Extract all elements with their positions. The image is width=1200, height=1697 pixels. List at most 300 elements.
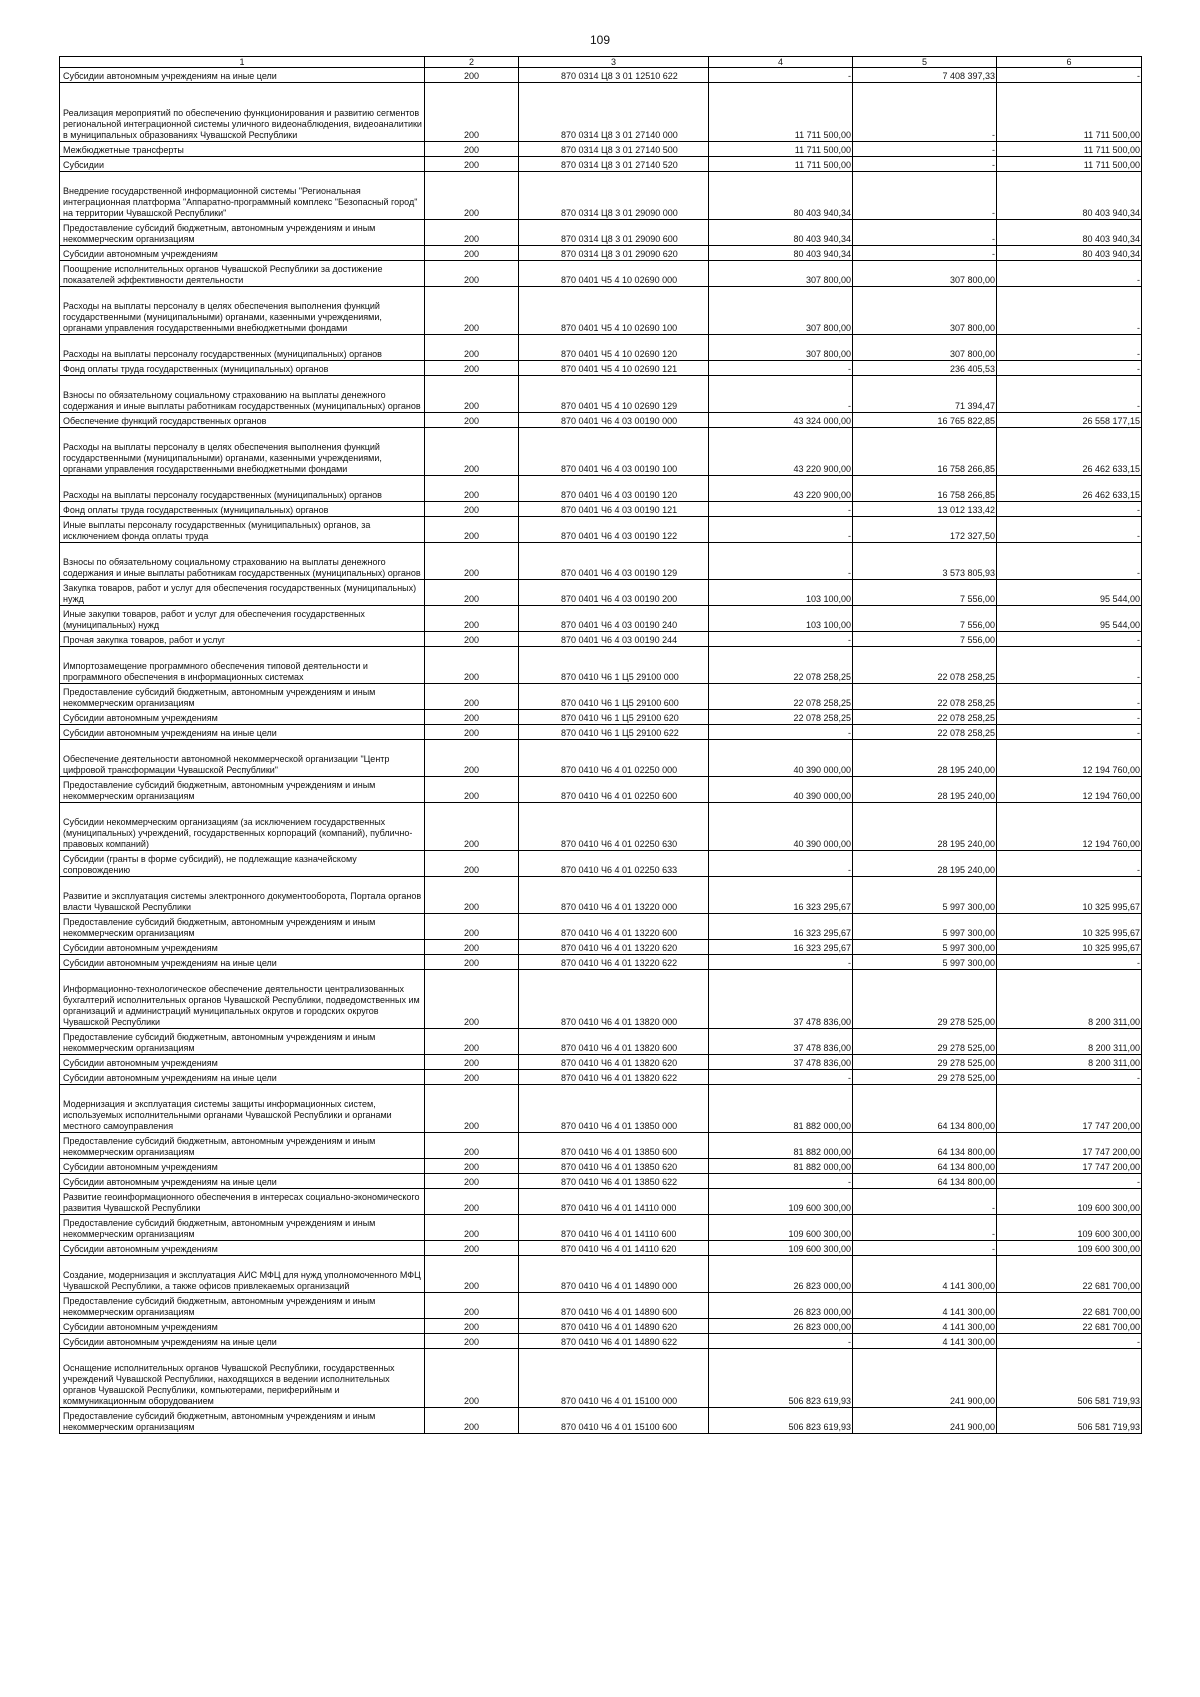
cell-admin-code: 200 [425, 580, 519, 606]
table-row [60, 361, 1142, 376]
cell-amount-col5: 5 997 300,00 [853, 940, 997, 955]
cell-name: Расходы на выплаты персоналу в целях обеспечения выполнения функций государственными (муниципальными) органами, казенными учреждениями, органами управления государственными внебюджетными фондами [60, 287, 425, 335]
cell-amount-col6: - [997, 725, 1142, 740]
cell-admin-code: 200 [425, 684, 519, 710]
column-header: 5 [853, 57, 997, 68]
cell-name: Расходы на выплаты персоналу в целях обеспечения выполнения функций государственными (муниципальными) органами, казенными учреждениями, органами управления государственными внебюджетными фондами [60, 428, 425, 476]
cell-classification-code: 870 0410 Ч6 4 01 14110 000 [519, 1189, 709, 1215]
table-row [60, 1241, 1142, 1256]
table-row [60, 606, 1142, 632]
cell-classification-code: 870 0410 Ч6 4 01 13820 622 [519, 1070, 709, 1085]
cell-amount-col6: 506 581 719,93 [997, 1408, 1142, 1434]
cell-amount-col5: - [853, 1241, 997, 1256]
cell-classification-code: 870 0401 Ч5 4 10 02690 000 [519, 261, 709, 287]
cell-admin-code: 200 [425, 647, 519, 684]
cell-admin-code: 200 [425, 83, 519, 142]
cell-amount-col5: 22 078 258,25 [853, 725, 997, 740]
cell-amount-col4: 81 882 000,00 [709, 1159, 853, 1174]
cell-amount-col4: 43 220 900,00 [709, 476, 853, 502]
cell-classification-code: 870 0410 Ч6 4 01 13850 620 [519, 1159, 709, 1174]
cell-amount-col6: - [997, 68, 1142, 83]
cell-amount-col4: 80 403 940,34 [709, 220, 853, 246]
cell-amount-col6: 22 681 700,00 [997, 1293, 1142, 1319]
cell-classification-code: 870 0410 Ч6 4 01 02250 633 [519, 851, 709, 877]
cell-amount-col6: - [997, 287, 1142, 335]
cell-amount-col5: 16 758 266,85 [853, 476, 997, 502]
cell-amount-col6: - [997, 684, 1142, 710]
cell-name: Предоставление субсидий бюджетным, автономным учреждениям и иным некоммерческим организациям [60, 220, 425, 246]
cell-amount-col5: 64 134 800,00 [853, 1159, 997, 1174]
cell-amount-col5: - [853, 1189, 997, 1215]
cell-amount-col4: 16 323 295,67 [709, 914, 853, 940]
cell-amount-col6: - [997, 361, 1142, 376]
cell-classification-code: 870 0410 Ч6 4 01 13220 620 [519, 940, 709, 955]
cell-classification-code: 870 0410 Ч6 4 01 15100 000 [519, 1349, 709, 1408]
cell-name: Субсидии автономным учреждениям на иные цели [60, 1070, 425, 1085]
cell-amount-col5: 307 800,00 [853, 287, 997, 335]
cell-amount-col5: 16 758 266,85 [853, 428, 997, 476]
budget-table [59, 56, 1142, 1434]
cell-admin-code: 200 [425, 335, 519, 361]
cell-amount-col6: - [997, 851, 1142, 877]
cell-amount-col4: 81 882 000,00 [709, 1133, 853, 1159]
cell-admin-code: 200 [425, 632, 519, 647]
cell-name: Субсидии автономным учреждениям [60, 940, 425, 955]
cell-amount-col6: 26 558 177,15 [997, 413, 1142, 428]
cell-classification-code: 870 0410 Ч6 1 Ц5 29100 600 [519, 684, 709, 710]
cell-classification-code: 870 0410 Ч6 1 Ц5 29100 622 [519, 725, 709, 740]
cell-admin-code: 200 [425, 287, 519, 335]
cell-amount-col6: 17 747 200,00 [997, 1159, 1142, 1174]
cell-amount-col4: 506 823 619,93 [709, 1349, 853, 1408]
table-row [60, 632, 1142, 647]
table-row [60, 851, 1142, 877]
table-row [60, 1334, 1142, 1349]
cell-amount-col5: 22 078 258,25 [853, 684, 997, 710]
cell-admin-code: 200 [425, 1055, 519, 1070]
cell-amount-col6: 80 403 940,34 [997, 246, 1142, 261]
cell-admin-code: 200 [425, 1215, 519, 1241]
cell-admin-code: 200 [425, 1133, 519, 1159]
cell-name: Субсидии автономным учреждениям [60, 710, 425, 725]
cell-amount-col4: 307 800,00 [709, 287, 853, 335]
cell-name: Обеспечение деятельности автономной некоммерческой организации "Центр цифровой трансформации Чувашской Республики" [60, 740, 425, 777]
cell-name: Субсидии автономным учреждениям на иные цели [60, 1334, 425, 1349]
cell-amount-col6: 11 711 500,00 [997, 157, 1142, 172]
cell-classification-code: 870 0314 Ц8 3 01 27140 000 [519, 83, 709, 142]
cell-admin-code: 200 [425, 940, 519, 955]
table-row [60, 157, 1142, 172]
cell-amount-col4: 11 711 500,00 [709, 157, 853, 172]
cell-amount-col4: 37 478 836,00 [709, 1055, 853, 1070]
cell-name: Оснащение исполнительных органов Чувашской Республики, государственных учреждений Чувашской Республики, находящихся в ведении исполнительных органов Чувашской Республики, компьютерами, периферийным и коммуникационным оборудованием [60, 1349, 425, 1408]
cell-admin-code: 200 [425, 413, 519, 428]
cell-amount-col4: 307 800,00 [709, 261, 853, 287]
cell-classification-code: 870 0401 Ч6 4 03 00190 000 [519, 413, 709, 428]
cell-classification-code: 870 0401 Ч6 4 03 00190 240 [519, 606, 709, 632]
cell-amount-col6: 17 747 200,00 [997, 1085, 1142, 1133]
cell-classification-code: 870 0401 Ч5 4 10 02690 120 [519, 335, 709, 361]
cell-amount-col6: 109 600 300,00 [997, 1215, 1142, 1241]
cell-amount-col6: 11 711 500,00 [997, 142, 1142, 157]
header-row [60, 57, 1142, 68]
cell-name: Предоставление субсидий бюджетным, автономным учреждениям и иным некоммерческим организациям [60, 1133, 425, 1159]
cell-amount-col5: - [853, 220, 997, 246]
cell-classification-code: 870 0314 Ц8 3 01 27140 500 [519, 142, 709, 157]
cell-amount-col6: 26 462 633,15 [997, 476, 1142, 502]
cell-amount-col4: 103 100,00 [709, 606, 853, 632]
table-row [60, 1174, 1142, 1189]
cell-amount-col5: 172 327,50 [853, 517, 997, 543]
cell-classification-code: 870 0401 Ч6 4 03 00190 200 [519, 580, 709, 606]
cell-name: Фонд оплаты труда государственных (муниципальных) органов [60, 502, 425, 517]
cell-amount-col6: 10 325 995,67 [997, 940, 1142, 955]
cell-admin-code: 200 [425, 1174, 519, 1189]
cell-amount-col4: 37 478 836,00 [709, 970, 853, 1029]
cell-classification-code: 870 0410 Ч6 4 01 13850 000 [519, 1085, 709, 1133]
column-header: 1 [60, 57, 425, 68]
table-row [60, 1055, 1142, 1070]
cell-amount-col5: 7 556,00 [853, 632, 997, 647]
table-row [60, 970, 1142, 1029]
cell-amount-col5: 5 997 300,00 [853, 877, 997, 914]
cell-amount-col4: 43 220 900,00 [709, 428, 853, 476]
cell-admin-code: 200 [425, 1408, 519, 1434]
cell-name: Расходы на выплаты персоналу государственных (муниципальных) органов [60, 335, 425, 361]
table-row [60, 1159, 1142, 1174]
cell-amount-col6: 109 600 300,00 [997, 1189, 1142, 1215]
cell-amount-col5: 4 141 300,00 [853, 1319, 997, 1334]
table-row [60, 1215, 1142, 1241]
cell-name: Иные выплаты персоналу государственных (муниципальных) органов, за исключением фонда оплаты труда [60, 517, 425, 543]
cell-name: Поощрение исполнительных органов Чувашской Республики за достижение показателей эффективности деятельности [60, 261, 425, 287]
cell-amount-col5: 5 997 300,00 [853, 955, 997, 970]
cell-amount-col4: - [709, 1070, 853, 1085]
cell-amount-col6: - [997, 1174, 1142, 1189]
cell-classification-code: 870 0401 Ч6 4 03 00190 121 [519, 502, 709, 517]
table-row [60, 777, 1142, 803]
cell-amount-col6: 11 711 500,00 [997, 83, 1142, 142]
cell-name: Иные закупки товаров, работ и услуг для обеспечения государственных (муниципальных) нужд [60, 606, 425, 632]
cell-amount-col5: 28 195 240,00 [853, 777, 997, 803]
cell-admin-code: 200 [425, 1189, 519, 1215]
cell-amount-col4: 40 390 000,00 [709, 740, 853, 777]
cell-amount-col5: 236 405,53 [853, 361, 997, 376]
cell-classification-code: 870 0314 Ц8 3 01 29090 600 [519, 220, 709, 246]
cell-classification-code: 870 0410 Ч6 4 01 13850 622 [519, 1174, 709, 1189]
cell-amount-col6: - [997, 261, 1142, 287]
cell-admin-code: 200 [425, 1070, 519, 1085]
table-row [60, 261, 1142, 287]
cell-amount-col5: 64 134 800,00 [853, 1085, 997, 1133]
cell-admin-code: 200 [425, 361, 519, 376]
cell-admin-code: 200 [425, 740, 519, 777]
cell-name: Межбюджетные трансферты [60, 142, 425, 157]
cell-admin-code: 200 [425, 877, 519, 914]
cell-amount-col6: - [997, 502, 1142, 517]
column-header: 4 [709, 57, 853, 68]
cell-admin-code: 200 [425, 970, 519, 1029]
table-row [60, 1189, 1142, 1215]
cell-amount-col5: 16 765 822,85 [853, 413, 997, 428]
cell-amount-col4: 16 323 295,67 [709, 877, 853, 914]
cell-name: Предоставление субсидий бюджетным, автономным учреждениям и иным некоммерческим организациям [60, 1029, 425, 1055]
cell-amount-col5: 7 556,00 [853, 606, 997, 632]
cell-admin-code: 200 [425, 172, 519, 220]
cell-amount-col4: 506 823 619,93 [709, 1408, 853, 1434]
cell-classification-code: 870 0401 Ч5 4 10 02690 129 [519, 376, 709, 413]
cell-amount-col4: 80 403 940,34 [709, 246, 853, 261]
cell-admin-code: 200 [425, 1256, 519, 1293]
cell-amount-col5: 71 394,47 [853, 376, 997, 413]
cell-amount-col5: 241 900,00 [853, 1408, 997, 1434]
cell-amount-col4: 40 390 000,00 [709, 803, 853, 851]
cell-name: Субсидии автономным учреждениям на иные цели [60, 955, 425, 970]
cell-amount-col6: 109 600 300,00 [997, 1241, 1142, 1256]
cell-amount-col5: - [853, 172, 997, 220]
cell-amount-col4: 11 711 500,00 [709, 83, 853, 142]
cell-classification-code: 870 0410 Ч6 4 01 02250 630 [519, 803, 709, 851]
table-row [60, 1349, 1142, 1408]
cell-amount-col6: - [997, 955, 1142, 970]
table-row [60, 335, 1142, 361]
cell-name: Обеспечение функций государственных органов [60, 413, 425, 428]
cell-amount-col4: - [709, 502, 853, 517]
cell-amount-col6: 22 681 700,00 [997, 1319, 1142, 1334]
table-row [60, 710, 1142, 725]
table-row [60, 684, 1142, 710]
cell-name: Предоставление субсидий бюджетным, автономным учреждениям и иным некоммерческим организациям [60, 684, 425, 710]
table-row [60, 376, 1142, 413]
cell-admin-code: 200 [425, 710, 519, 725]
cell-amount-col6: 12 194 760,00 [997, 777, 1142, 803]
cell-classification-code: 870 0410 Ч6 4 01 14890 600 [519, 1293, 709, 1319]
cell-classification-code: 870 0410 Ч6 4 01 15100 600 [519, 1408, 709, 1434]
cell-amount-col5: 7 556,00 [853, 580, 997, 606]
cell-amount-col4: - [709, 517, 853, 543]
cell-amount-col4: - [709, 361, 853, 376]
table-row [60, 428, 1142, 476]
cell-name: Субсидии автономным учреждениям на иные цели [60, 725, 425, 740]
cell-amount-col6: 8 200 311,00 [997, 1029, 1142, 1055]
cell-amount-col4: 109 600 300,00 [709, 1215, 853, 1241]
cell-amount-col4: - [709, 543, 853, 580]
cell-amount-col5: 3 573 805,93 [853, 543, 997, 580]
table-row [60, 83, 1142, 142]
cell-name: Предоставление субсидий бюджетным, автономным учреждениям и иным некоммерческим организациям [60, 1215, 425, 1241]
cell-amount-col5: 64 134 800,00 [853, 1133, 997, 1159]
cell-amount-col5: - [853, 157, 997, 172]
cell-admin-code: 200 [425, 543, 519, 580]
cell-amount-col5: 241 900,00 [853, 1349, 997, 1408]
cell-amount-col6: - [997, 710, 1142, 725]
cell-classification-code: 870 0410 Ч6 4 01 14890 622 [519, 1334, 709, 1349]
cell-amount-col6: 8 200 311,00 [997, 1055, 1142, 1070]
cell-amount-col6: - [997, 335, 1142, 361]
cell-admin-code: 200 [425, 1029, 519, 1055]
cell-classification-code: 870 0410 Ч6 4 01 14110 620 [519, 1241, 709, 1256]
cell-classification-code: 870 0410 Ч6 4 01 14890 620 [519, 1319, 709, 1334]
cell-classification-code: 870 0401 Ч6 4 03 00190 244 [519, 632, 709, 647]
cell-amount-col6: - [997, 376, 1142, 413]
cell-amount-col5: - [853, 1215, 997, 1241]
cell-classification-code: 870 0410 Ч6 4 01 13220 600 [519, 914, 709, 940]
cell-amount-col4: 37 478 836,00 [709, 1029, 853, 1055]
cell-classification-code: 870 0410 Ч6 4 01 13820 600 [519, 1029, 709, 1055]
table-row [60, 647, 1142, 684]
cell-admin-code: 200 [425, 725, 519, 740]
cell-amount-col5: 7 408 397,33 [853, 68, 997, 83]
table-row [60, 803, 1142, 851]
table-row [60, 287, 1142, 335]
cell-amount-col6: 80 403 940,34 [997, 172, 1142, 220]
cell-name: Предоставление субсидий бюджетным, автономным учреждениям и иным некоммерческим организациям [60, 1293, 425, 1319]
cell-name: Реализация мероприятий по обеспечению функционирования и развитию сегментов региональной интеграционной системы уличного видеонаблюдения, видеоаналитики в муниципальных образованиях Чувашской Республики [60, 83, 425, 142]
cell-amount-col5: - [853, 83, 997, 142]
cell-admin-code: 200 [425, 68, 519, 83]
cell-amount-col5: 13 012 133,42 [853, 502, 997, 517]
cell-amount-col4: 81 882 000,00 [709, 1085, 853, 1133]
table-row [60, 1408, 1142, 1434]
cell-admin-code: 200 [425, 428, 519, 476]
cell-name: Закупка товаров, работ и услуг для обеспечения государственных (муниципальных) нужд [60, 580, 425, 606]
cell-amount-col4: 80 403 940,34 [709, 172, 853, 220]
cell-amount-col5: 28 195 240,00 [853, 740, 997, 777]
cell-amount-col4: 40 390 000,00 [709, 777, 853, 803]
cell-classification-code: 870 0410 Ч6 4 01 02250 600 [519, 777, 709, 803]
cell-name: Фонд оплаты труда государственных (муниципальных) органов [60, 361, 425, 376]
cell-amount-col4: 26 823 000,00 [709, 1293, 853, 1319]
cell-classification-code: 870 0401 Ч6 4 03 00190 120 [519, 476, 709, 502]
cell-amount-col4: 22 078 258,25 [709, 647, 853, 684]
table-row [60, 1085, 1142, 1133]
cell-classification-code: 870 0401 Ч6 4 03 00190 122 [519, 517, 709, 543]
cell-amount-col5: 4 141 300,00 [853, 1256, 997, 1293]
cell-classification-code: 870 0410 Ч6 4 01 02250 000 [519, 740, 709, 777]
cell-classification-code: 870 0410 Ч6 4 01 13850 600 [519, 1133, 709, 1159]
table-row [60, 246, 1142, 261]
cell-amount-col4: 26 823 000,00 [709, 1256, 853, 1293]
cell-amount-col5: 307 800,00 [853, 261, 997, 287]
cell-name: Субсидии (гранты в форме субсидий), не подлежащие казначейскому сопровождению [60, 851, 425, 877]
table-row [60, 914, 1142, 940]
cell-classification-code: 870 0410 Ч6 4 01 13220 000 [519, 877, 709, 914]
cell-amount-col4: 16 323 295,67 [709, 940, 853, 955]
cell-admin-code: 200 [425, 476, 519, 502]
cell-amount-col6: - [997, 517, 1142, 543]
cell-admin-code: 200 [425, 914, 519, 940]
table-body [60, 68, 1142, 1434]
cell-amount-col5: 22 078 258,25 [853, 710, 997, 725]
cell-amount-col4: - [709, 68, 853, 83]
cell-name: Взносы по обязательному социальному страхованию на выплаты денежного содержания и иные выплаты работникам государственных (муниципальных) органов [60, 376, 425, 413]
cell-name: Субсидии [60, 157, 425, 172]
cell-amount-col4: - [709, 1174, 853, 1189]
cell-classification-code: 870 0314 Ц8 3 01 12510 622 [519, 68, 709, 83]
cell-amount-col5: - [853, 142, 997, 157]
cell-amount-col6: 80 403 940,34 [997, 220, 1142, 246]
cell-name: Развитие и эксплуатация системы электронного документооборота, Портала органов власти Чувашской Республики [60, 877, 425, 914]
cell-amount-col5: 29 278 525,00 [853, 1029, 997, 1055]
cell-amount-col6: 506 581 719,93 [997, 1349, 1142, 1408]
cell-amount-col6: - [997, 1070, 1142, 1085]
table-row [60, 940, 1142, 955]
cell-amount-col5: 64 134 800,00 [853, 1174, 997, 1189]
cell-amount-col5: 22 078 258,25 [853, 647, 997, 684]
cell-amount-col6: 22 681 700,00 [997, 1256, 1142, 1293]
table-row [60, 220, 1142, 246]
cell-admin-code: 200 [425, 606, 519, 632]
table-row [60, 877, 1142, 914]
cell-admin-code: 200 [425, 777, 519, 803]
table-row [60, 725, 1142, 740]
cell-name: Субсидии автономным учреждениям на иные цели [60, 1174, 425, 1189]
cell-admin-code: 200 [425, 1085, 519, 1133]
table-row [60, 502, 1142, 517]
cell-amount-col4: 43 324 000,00 [709, 413, 853, 428]
cell-amount-col5: 5 997 300,00 [853, 914, 997, 940]
table-row [60, 1319, 1142, 1334]
column-header: 6 [997, 57, 1142, 68]
cell-name: Взносы по обязательному социальному страхованию на выплаты денежного содержания и иные выплаты работникам государственных (муниципальных) органов [60, 543, 425, 580]
cell-amount-col4: 103 100,00 [709, 580, 853, 606]
cell-classification-code: 870 0314 Ц8 3 01 27140 520 [519, 157, 709, 172]
table-row [60, 68, 1142, 83]
cell-classification-code: 870 0314 Ц8 3 01 29090 000 [519, 172, 709, 220]
table-row [60, 955, 1142, 970]
page-number: 109 [589, 33, 611, 47]
cell-name: Прочая закупка товаров, работ и услуг [60, 632, 425, 647]
cell-admin-code: 200 [425, 246, 519, 261]
cell-amount-col4: - [709, 1334, 853, 1349]
cell-amount-col6: 17 747 200,00 [997, 1133, 1142, 1159]
cell-classification-code: 870 0410 Ч6 4 01 14110 600 [519, 1215, 709, 1241]
cell-amount-col4: - [709, 955, 853, 970]
cell-amount-col6: 8 200 311,00 [997, 970, 1142, 1029]
cell-classification-code: 870 0314 Ц8 3 01 29090 620 [519, 246, 709, 261]
cell-amount-col4: 307 800,00 [709, 335, 853, 361]
cell-admin-code: 200 [425, 1349, 519, 1408]
cell-classification-code: 870 0401 Ч6 4 03 00190 129 [519, 543, 709, 580]
cell-amount-col5: 4 141 300,00 [853, 1293, 997, 1319]
cell-amount-col5: - [853, 246, 997, 261]
cell-amount-col4: 22 078 258,25 [709, 684, 853, 710]
cell-admin-code: 200 [425, 1293, 519, 1319]
cell-admin-code: 200 [425, 502, 519, 517]
cell-amount-col5: 29 278 525,00 [853, 970, 997, 1029]
cell-amount-col5: 29 278 525,00 [853, 1055, 997, 1070]
cell-amount-col4: - [709, 376, 853, 413]
cell-amount-col5: 28 195 240,00 [853, 851, 997, 877]
cell-classification-code: 870 0410 Ч6 1 Ц5 29100 000 [519, 647, 709, 684]
cell-name: Субсидии автономным учреждениям [60, 1159, 425, 1174]
cell-name: Информационно-технологическое обеспечение деятельности централизованных бухгалтерий исполнительных органов Чувашской Республики, подведомственных им организаций и администраций муниципальных округов и городских округов Чувашской Республики [60, 970, 425, 1029]
column-header: 2 [425, 57, 519, 68]
cell-amount-col6: - [997, 543, 1142, 580]
cell-amount-col6: - [997, 647, 1142, 684]
cell-amount-col5: 307 800,00 [853, 335, 997, 361]
cell-name: Субсидии некоммерческим организациям (за исключением государственных (муниципальных) учреждений, государственных корпораций (компаний), публично-правовых компаний) [60, 803, 425, 851]
cell-amount-col4: 22 078 258,25 [709, 710, 853, 725]
table-row [60, 1070, 1142, 1085]
cell-name: Субсидии автономным учреждениям на иные цели [60, 68, 425, 83]
cell-admin-code: 200 [425, 1241, 519, 1256]
cell-name: Предоставление субсидий бюджетным, автономным учреждениям и иным некоммерческим организациям [60, 914, 425, 940]
cell-amount-col4: - [709, 632, 853, 647]
table-row [60, 1029, 1142, 1055]
cell-classification-code: 870 0401 Ч5 4 10 02690 100 [519, 287, 709, 335]
cell-admin-code: 200 [425, 261, 519, 287]
